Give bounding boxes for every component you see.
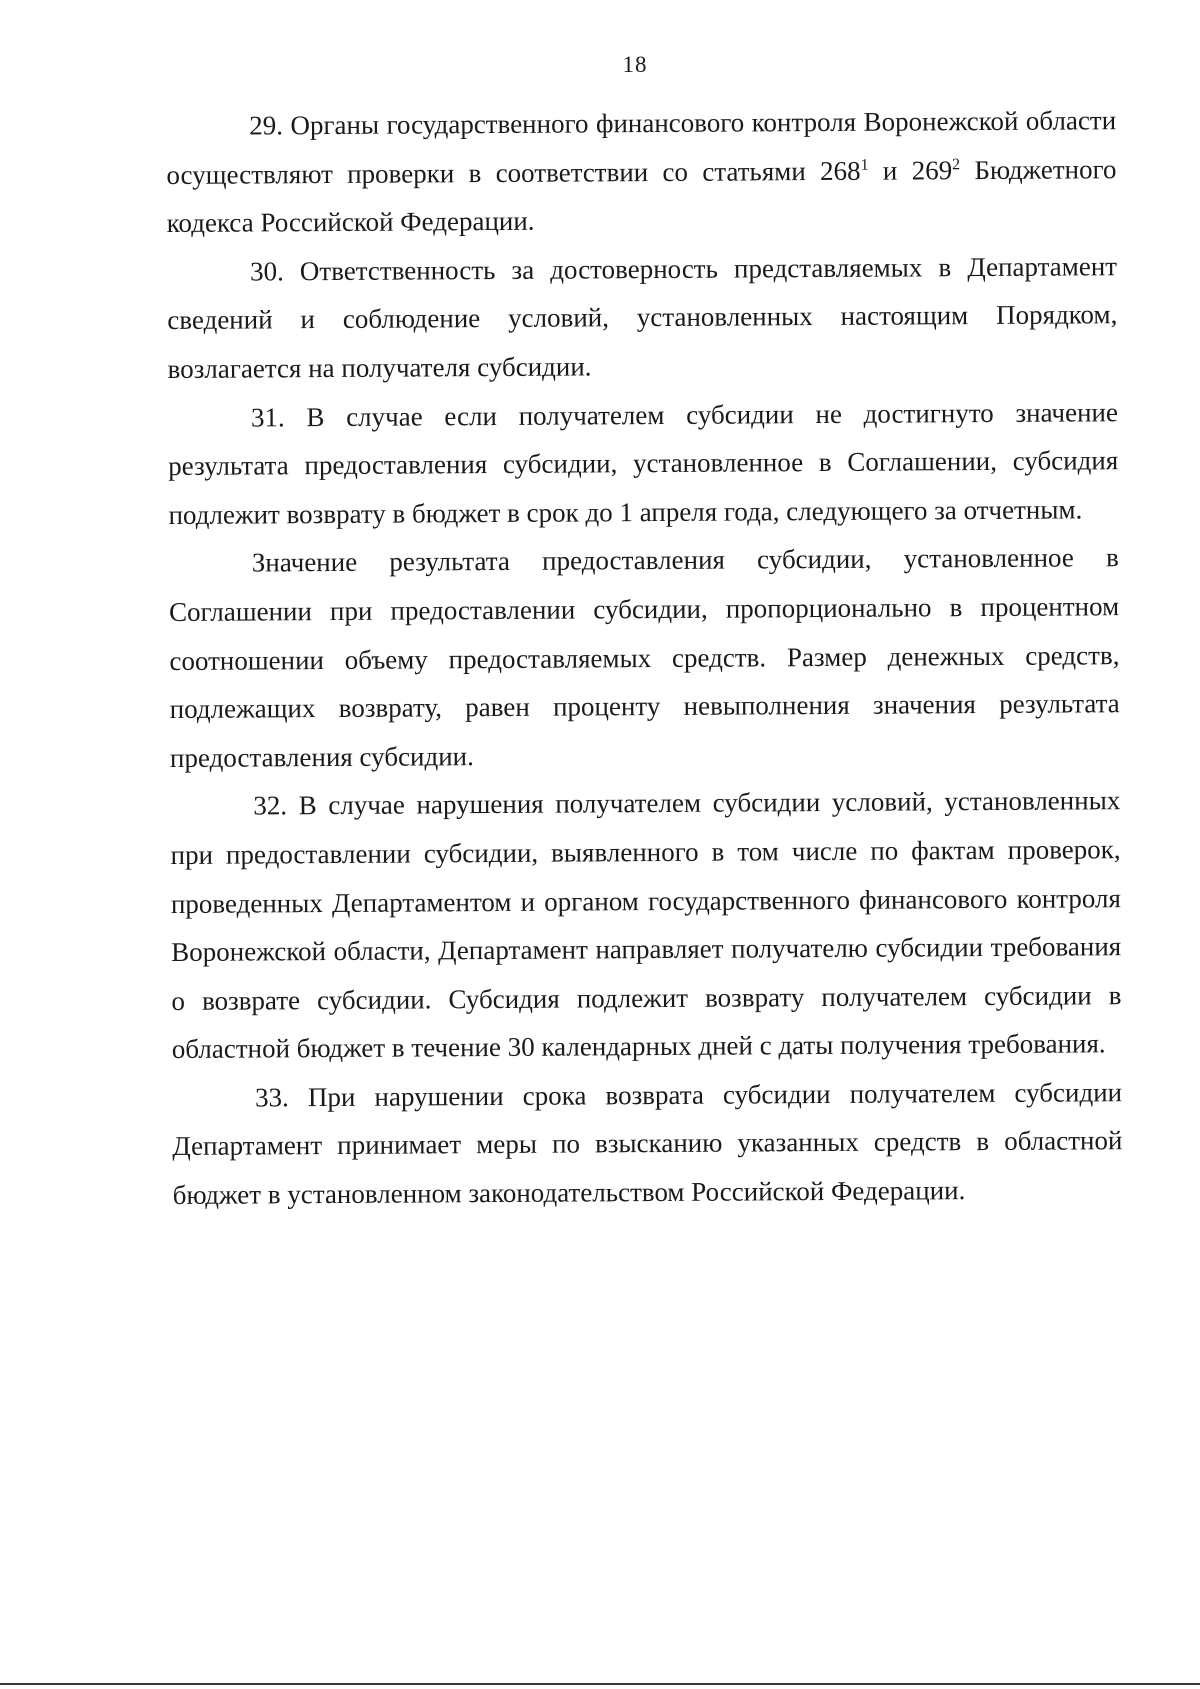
paragraph-29-text-end: Бюджетного кодекса Российской Федерации. [166,153,1117,239]
document-body [166,96,1123,1219]
paragraph-29-text-middle: и 269 [868,154,953,186]
paragraph-32: 32. В случае нарушения получателем субсидии условий, установленных при предоставлении субсидии, выявленного в том числе по фактам проверок, проведенных Департаментом и органом государственного финансового контроля Воронежской области, Департамент направляет получателю субсидии требования о возврате субсидии. Субсидия подлежит возврату получателем субсидии в областной бюджет в течение 30 календарных дней с даты получения требования. [170,785,1122,1065]
paragraph-29 [166,96,1117,248]
article-268-superscript: 1 [860,156,869,174]
paragraph-30: 30. Ответственность за достоверность представляемых в Департамент сведений и соблюдение условий, установленных настоящим Порядком, возлагается на получателя субсидии. [167,250,1118,384]
scan-bottom-edge-line [0,1683,1200,1685]
page-number: 18 [622,52,648,77]
paragraph-29-text-start: 29. Органы государственного финансового контроля Воронежской области осуществляют проверки в соответствии со статьями 268 [166,105,1117,190]
paragraph-31: 31. В случае если получателем субсидии не достигнуто значение результата предоставления субсидии, установленное в Соглашении, субсидия подлежит возврату в бюджет в срок до 1 апреля года, следующего за отчетным. [168,396,1119,530]
paragraph-31-continuation: Значение результата предоставления субсидии, установленное в Соглашении при предоставлении субсидии, пропорционально в процентном соотношении объему предоставляемых средств. Размер денежных средств, подлежащих возврату, равен проценту невыполнения значения результата предоставления субсидии. [169,542,1120,773]
paragraph-33: 33. При нарушении срока возврата субсидии получателем субсидии Департамент принимает меры по взысканию указанных средств в областной бюджет в установленном законодательством Российской Федерации. [172,1077,1123,1211]
article-269-superscript: 2 [952,155,961,173]
